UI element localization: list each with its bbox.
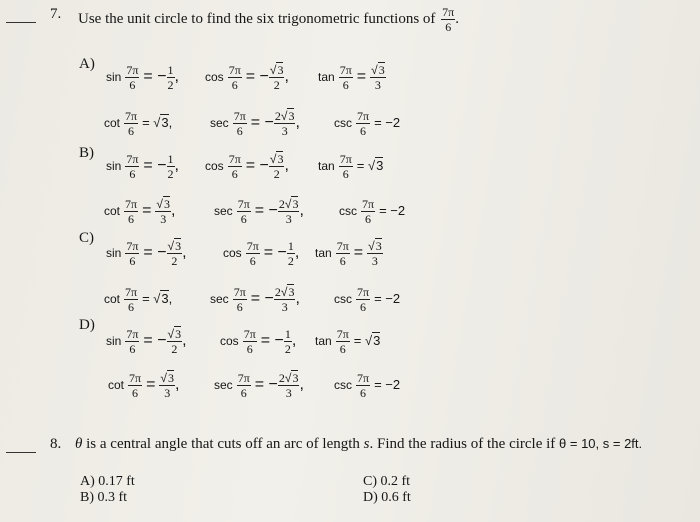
choice-c-sin: sin $\frac{7\pi}{6}$ = − $\frac{√3}{2}$ , (106, 239, 187, 268)
choice-a-csc: csc $\frac{7\pi}{6}$ = −2 (334, 109, 401, 138)
q7-angle-den: 6 (445, 20, 452, 34)
choice-c-tan: tan $\frac{7\pi}{6}$ = $\frac{√3}{3}$ (315, 239, 382, 268)
q7-prompt (78, 6, 459, 33)
choice-d-csc: csc $\frac{7\pi}{6}$ = −2 (334, 371, 401, 400)
choice-c-cos: cos $\frac{7\pi}{6}$ = − $\frac{1}{2}$ , (223, 239, 300, 268)
choice-b-letter[interactable]: B) (79, 145, 94, 161)
choice-d-sec: sec $\frac{7\pi}{6}$ = − $\frac{2√3}{3}$ , (214, 371, 304, 400)
q8-theta: θ (75, 436, 83, 452)
choice-c-cot: cot $\frac{7\pi}{6}$ = √3, (104, 285, 173, 314)
choice-a-sec: sec $\frac{7\pi}{6}$ = − $\frac{2√3}{3}$ , (210, 109, 300, 138)
choice-b-sin: sin $\frac{7\pi}{6}$ = − $\frac{1}{2}$ , (106, 152, 179, 181)
choice-b-cos: cos $\frac{7\pi}{6}$ = − $\frac{√3}{2}$ , (205, 152, 289, 181)
choice-b-sec: sec $\frac{7\pi}{6}$ = − $\frac{2√3}{3}$ , (214, 197, 304, 226)
q8-s: s (363, 436, 370, 452)
q8-answer-c[interactable]: C) 0.2 ft (363, 474, 411, 489)
choice-c-letter[interactable]: C) (79, 230, 94, 246)
q8-answer-b[interactable]: B) 0.3 ft (80, 490, 128, 505)
q8-number: 8. (50, 436, 62, 452)
choice-a-cos: cos $\frac{7\pi}{6}$ = − $\frac{√3}{2}$ , (205, 63, 289, 92)
choice-b-cot: cot $\frac{7\pi}{6}$ = $\frac{√3}{3}$ , (104, 197, 176, 226)
q7-angle (441, 6, 455, 33)
choice-c-sec: sec $\frac{7\pi}{6}$ = − $\frac{2√3}{3}$ , (210, 285, 300, 314)
choice-a-cot: cot $\frac{7\pi}{6}$ = √3, (104, 109, 173, 138)
q7-prompt-text: Use the unit circle to find the six trigonometric functions of (78, 10, 436, 27)
q7-angle-num: 7π (442, 5, 455, 19)
choice-a-tan: tan $\frac{7\pi}{6}$ = $\frac{√3}{3}$ (318, 63, 385, 92)
q8-text-b: . Find the radius of the circle if (369, 436, 556, 452)
choice-a-sin: sin $\frac{7\pi}{6}$ = − $\frac{1}{2}$ , (106, 63, 179, 92)
q7-end: . (455, 10, 459, 27)
choice-c-csc: csc $\frac{7\pi}{6}$ = −2 (334, 285, 401, 314)
choice-d-cos: cos $\frac{7\pi}{6}$ = − $\frac{1}{2}$ , (220, 327, 297, 356)
choice-a-letter[interactable]: A) (79, 56, 95, 72)
choice-d-tan: tan $\frac{7\pi}{6}$ = √3 (315, 327, 381, 356)
q8-given: θ = 10, s = 2ft. (559, 436, 643, 451)
q7-number: 7. (50, 6, 62, 22)
q8-answer-a[interactable]: A) 0.17 ft (80, 474, 135, 489)
answer-blank-q7 (6, 22, 36, 23)
choice-d-cot: cot $\frac{7\pi}{6}$ = $\frac{√3}{3}$ , (108, 371, 180, 400)
q8-text-a: is a central angle that cuts off an arc of length (86, 436, 360, 452)
choice-d-letter[interactable]: D) (79, 317, 95, 333)
answer-blank-q8 (6, 452, 36, 453)
choice-b-csc: csc $\frac{7\pi}{6}$ = −2 (339, 197, 406, 226)
q8-answer-d[interactable]: D) 0.6 ft (363, 490, 411, 505)
q8-prompt (50, 436, 642, 453)
choice-b-tan: tan $\frac{7\pi}{6}$ = √3 (318, 152, 384, 181)
choice-d-sin: sin $\frac{7\pi}{6}$ = − $\frac{√3}{2}$ , (106, 327, 187, 356)
